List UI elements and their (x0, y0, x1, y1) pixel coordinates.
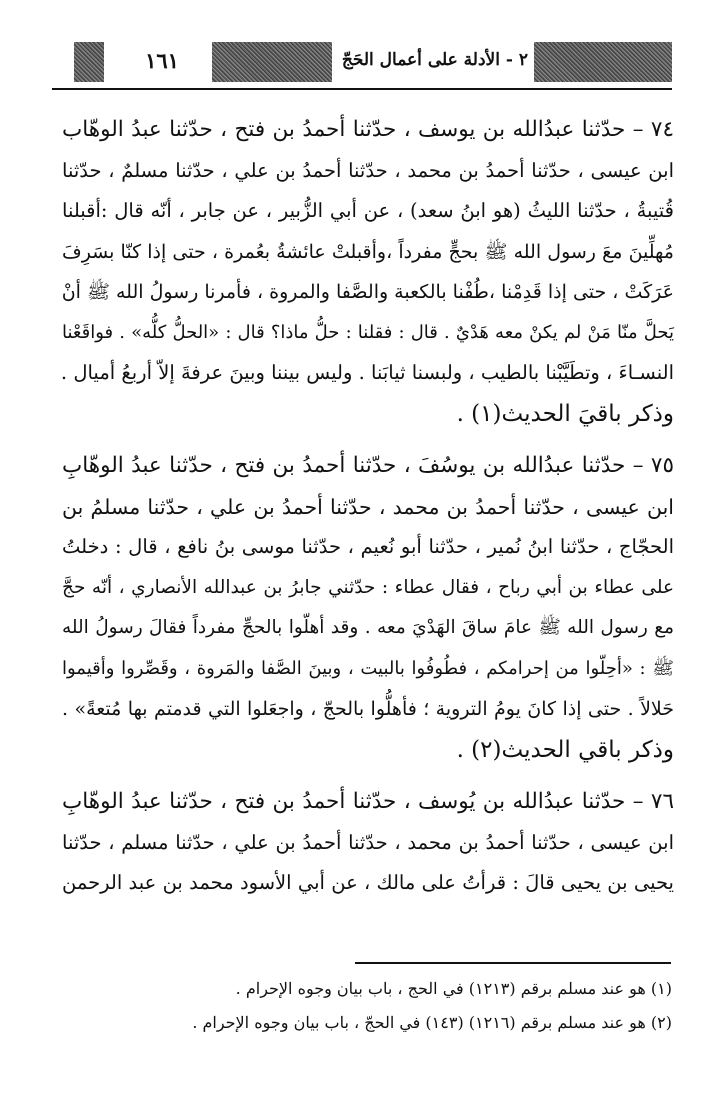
text-line: ٧٥ – حدّثنا عبدُالله بن يوسُفَ ، حدّثنا أحمدُ بن فتح ، حدّثنا عبدُ الوهّابِ (62, 453, 674, 478)
text-line: يحيى بن يحيى قالَ : قرأتُ على مالك ، عن أبي الأسود محمد بن عبد الرحمن (62, 871, 674, 894)
header-ornament-middle (212, 42, 332, 82)
hadith-76 (62, 782, 674, 904)
footnotes (52, 972, 672, 1040)
hadith-74 (62, 110, 674, 434)
text-line: ٧٦ – حدّثنا عبدُالله بن يُوسف ، حدّثنا أحمدُ بن فتح ، حدّثنا عبدُ الوهّابِ (62, 789, 674, 814)
page-number: ١٦١ (145, 48, 179, 73)
running-title: ٢ - الأدلة على أعمال الحَجّ (341, 50, 528, 70)
text-line: عَرَكَتْ ، حتى إذا قَدِمْنا ،طُفْنا بالكعبة والصَّفا والمروة ، فأمرنا رسولُ الله ﷺ أنْ (61, 281, 674, 303)
page-header (52, 38, 672, 88)
footnote-2: (٢) هو عند مسلم برقم (١٢١٦) (١٤٣) في الحجّ ، باب بيان وجوه الإحرام . (192, 1013, 672, 1032)
text-line: مع رسول الله ﷺ عامَ ساقَ الهَدْيَ معه . وقد أهلّوا بالحجِّ مفرداً فقالَ رسولُ الله (62, 617, 674, 638)
header-rule (52, 88, 672, 90)
text-line: قُتيبةُ ، حدّثنا الليثُ (هو ابنُ سعد) ، عن أبي الزُّبير ، عن جابر ، أنّه قال :أقبلنا (62, 199, 674, 222)
hadith-75 (62, 446, 674, 770)
footnote-separator (355, 962, 671, 964)
text-line: على عطاء بن أبي رباح ، فقال عطاء : حدّثني جابرُ بن عبدالله الأنصاري ، أنّه حجَّ (62, 576, 674, 598)
text-line: حَلالاً . حتى إذا كانَ يومُ التروية ؛ فأهلُّوا بالحجّ ، واجعَلوا التي قدمتم بها مُتعةً» . (62, 698, 674, 720)
text-line: ابن عيسى ، حدّثنا أحمدُ بن محمد ، حدّثنا أحمدُ بن علي ، حدّثنا مسلمُ بن (62, 494, 674, 519)
header-ornament-left (74, 42, 104, 82)
text-line: وذكر باقي الحديث(٢) . (456, 736, 674, 763)
text-line: مُهلِّينَ معَ رسول الله ﷺ بحجٍّ مفرداً ،وأقبلتْ عائشةُ بعُمرة ، حتى إذا كنّا بسَرِفَ (62, 240, 674, 263)
main-text (62, 110, 674, 916)
text-line: ٧٤ – حدّثنا عبدُالله بن يوسف ، حدّثنا أحمدُ بن فتح ، حدّثنا عبدُ الوهّاب (62, 117, 674, 142)
text-line: النسـاءَ ، وتطَيَّبْنا بالطيب ، ولبسنا ثيابَنا . وليس بيننا وبينَ عرفةَ إلاّ أربعُ أميال . (60, 361, 674, 384)
text-line: ابن عيسى ، حدّثنا أحمدُ بن محمد ، حدّثنا أحمدُ بن علي ، حدّثنا مسلمٌ ، حدّثنا (62, 158, 674, 182)
text-line: الحجّاج ، حدّثنا ابنُ نُمير ، حدّثنا أبو نُعيم ، حدّثنا موسى بنُ نافع ، قال : دخلتُ (62, 535, 674, 558)
header-ornament-right (534, 42, 672, 82)
text-line: ﷺ : «أحِلّوا من إحرامكم ، فطُوفُوا بالبيت ، وبينَ الصَّفا والمَروة ، وقَصِّروا وأقيموا (62, 657, 674, 679)
footnote-1: (١) هو عند مسلم برقم (١٢١٣) في الحج ، باب بيان وجوه الإحرام . (235, 979, 672, 998)
text-line: وذكر باقيَ الحديث(١) . (456, 400, 674, 427)
text-line: ابن عيسى ، حدّثنا أحمدُ بن محمد ، حدّثنا أحمدُ بن علي ، حدّثنا مسلم ، حدّثنا (62, 830, 674, 854)
text-line: يَحلَّ منّا مَنْ لم يكنْ معه هَدْيٌ . قال : فقلنا : حلُّ ماذا؟ قال : «الحلُّ كلُّه» . فواقَعْنا (62, 321, 674, 343)
